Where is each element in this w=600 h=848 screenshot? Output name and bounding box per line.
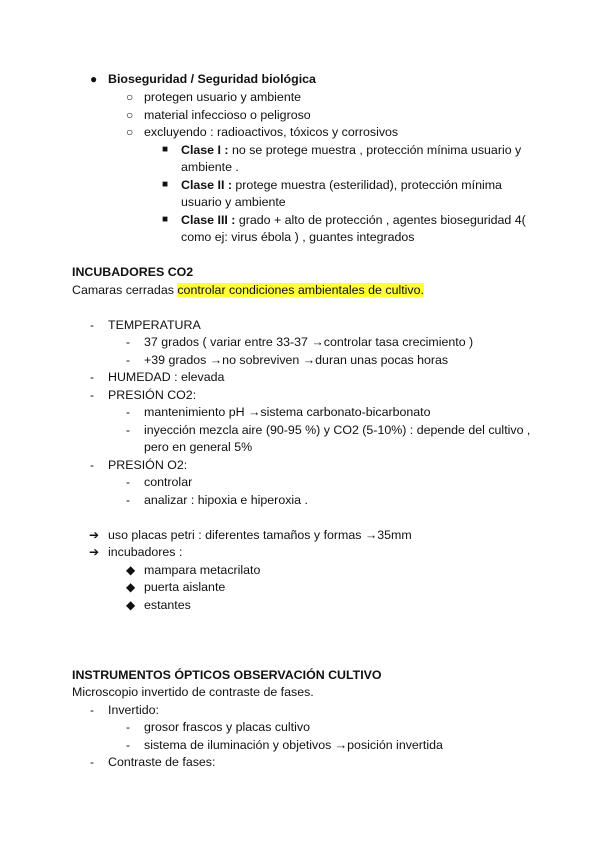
diamond-item-3: estantes [144, 598, 191, 612]
instrumentos-heading: INSTRUMENTOS ÓPTICOS OBSERVACIÓN CULTIVO [72, 668, 382, 682]
incubadores-intro: Camaras cerradas controlar condiciones ambientales de cultivo. [72, 283, 424, 297]
dash-icon: - [126, 738, 130, 752]
circle-icon: ○ [126, 90, 134, 104]
clase-3-line-1: Clase III : grado + alto de protección , agentes bioseguridad 4( [181, 213, 526, 227]
humedad-label: HUMEDAD : elevada [108, 370, 225, 384]
presion-o2-sub-2: analizar : hipoxia e hiperoxia . [144, 493, 308, 507]
clase-2-line-2: usuario y ambiente [181, 195, 286, 209]
presion-co2-label: PRESIÓN CO2: [108, 388, 197, 402]
diamond-icon: ◆ [126, 598, 136, 612]
highlighted-text: controlar condiciones ambientales de cultivo. [177, 283, 424, 297]
dash-icon: - [126, 720, 130, 734]
incubadores-heading: INCUBADORES CO2 [72, 265, 194, 279]
dash-icon: - [90, 388, 94, 402]
circle-icon: ○ [126, 108, 134, 122]
temperatura-sub-2: +39 grados →no sobreviven →duran unas pocas horas [144, 353, 449, 367]
dash-icon: - [90, 458, 94, 472]
presion-o2-label: PRESIÓN O2: [108, 458, 188, 472]
presion-co2-sub-2-line-2: pero en general 5% [144, 440, 253, 454]
clase-1-line-1: Clase I : no se protege muestra , protección mínima usuario y [181, 143, 522, 157]
presion-o2-sub-1: controlar [144, 475, 193, 489]
bioseguridad-heading: Bioseguridad / Seguridad biológica [108, 72, 316, 86]
temperatura-sub-1: 37 grados ( variar entre 33-37 →controlar tasa crecimiento ) [144, 335, 474, 349]
diamond-icon: ◆ [126, 563, 136, 577]
presion-co2-sub-2-line-1: inyección mezcla aire (90-95 %) y CO2 (5-10%) : depende del cultivo , [144, 423, 531, 437]
clase-1-line-2: ambiente . [181, 160, 239, 174]
dash-icon: - [126, 405, 130, 419]
invertido-sub-1: grosor frascos y placas cultivo [144, 720, 310, 734]
invertido-sub-2: sistema de iluminación y objetivos →posición invertida [144, 738, 443, 752]
dash-icon: - [90, 318, 94, 332]
clase-2-line-1: Clase II : protege muestra (esterilidad), protección mínima [181, 178, 502, 192]
clase-3-line-2: como ej: virus ébola ) , guantes integrados [181, 230, 415, 244]
dash-icon: - [126, 353, 130, 367]
invertido-label: Invertido: [108, 703, 159, 717]
diamond-item-2: puerta aislante [144, 580, 226, 594]
presion-co2-sub-1: mantenimiento pH →sistema carbonato-bicarbonato [144, 405, 431, 419]
square-icon: ■ [162, 214, 169, 225]
dash-icon: - [126, 423, 130, 437]
dash-icon: - [126, 475, 130, 489]
contraste-label: Contraste de fases: [108, 755, 216, 769]
arrow-item-placas: uso placas petri : diferentes tamaños y formas →35mm [108, 528, 412, 542]
instrumentos-intro: Microscopio invertido de contraste de fases. [72, 685, 314, 699]
dash-icon: - [90, 370, 94, 384]
bio-item-3: excluyendo : radioactivos, tóxicos y corrosivos [144, 125, 399, 139]
temperatura-label: TEMPERATURA [108, 318, 201, 332]
diamond-icon: ◆ [126, 580, 136, 594]
dash-icon: - [90, 703, 94, 717]
bio-item-2: material infeccioso o peligroso [144, 108, 311, 122]
dash-icon: - [126, 335, 130, 349]
bullet-icon: ● [90, 72, 98, 86]
dash-icon: - [90, 755, 94, 769]
arrow-item-incubadores: incubadores : [108, 545, 183, 559]
square-icon: ■ [162, 144, 169, 155]
arrow-right-icon: ➔ [89, 545, 100, 559]
arrow-right-icon: ➔ [89, 528, 100, 542]
dash-icon: - [126, 493, 130, 507]
bio-item-1: protegen usuario y ambiente [144, 90, 302, 104]
circle-icon: ○ [126, 125, 134, 139]
diamond-item-1: mampara metacrilato [144, 563, 261, 577]
square-icon: ■ [162, 179, 169, 190]
